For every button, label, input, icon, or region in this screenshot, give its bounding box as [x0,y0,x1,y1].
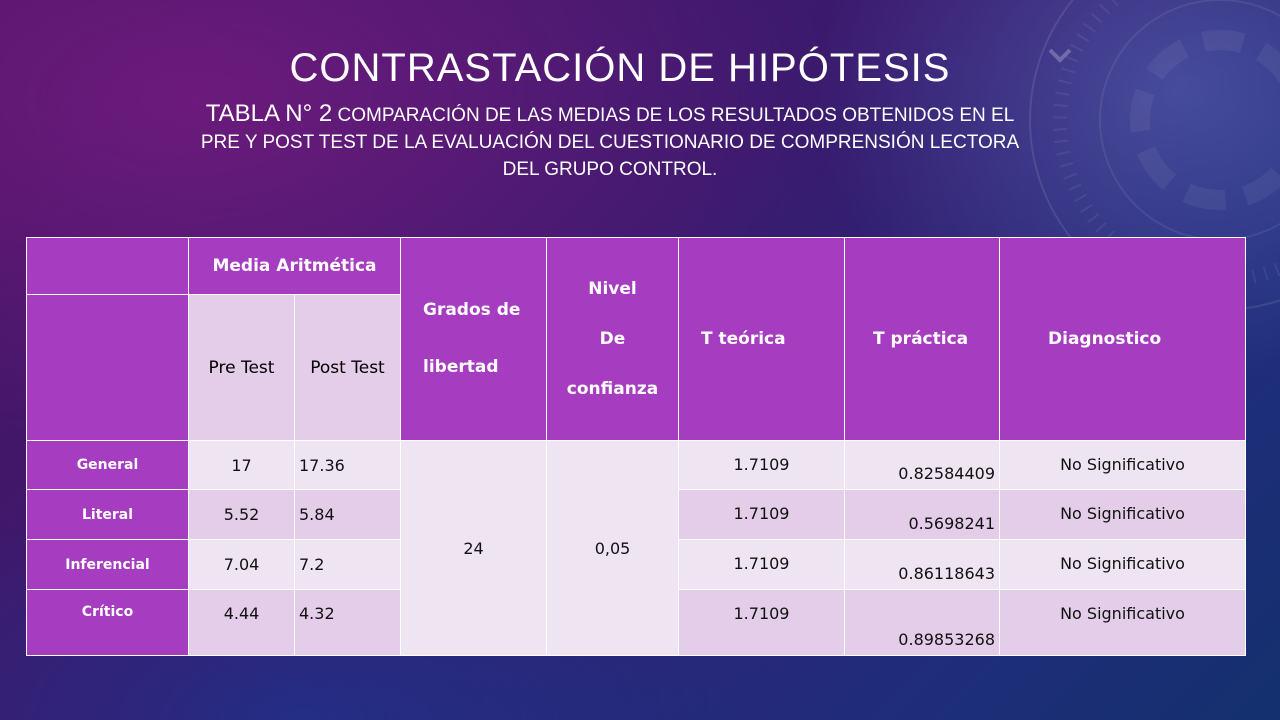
page-title: CONTRASTACIÓN DE HIPÓTESIS [289,46,951,90]
header-nivel-line2: De [599,329,626,349]
caption-line-3: DEL GRUPO CONTROL. [502,159,718,180]
cell-post: 17.36 [295,441,401,490]
cell-pre: 17 [189,441,295,490]
header-post-test: Post Test [295,295,401,441]
cell-t-practica: 0.89853268 [845,590,1000,656]
cell-pre: 4.44 [189,590,295,656]
cell-diagnostico: No Significativo [1000,441,1246,490]
caption-prefix: TABLA N° 2 [205,100,333,127]
cell-t-teorica: 1.7109 [679,540,845,590]
cell-t-practica: 0.86118643 [845,540,1000,590]
caption-line-1: COMPARACIÓN DE LAS MEDIAS DE LOS RESULTADOS OBTENIDOS EN EL [332,105,1015,126]
header-pre-test: Pre Test [189,295,295,441]
cell-post: 7.2 [295,540,401,590]
header-t-practica: T práctica [845,238,1000,441]
cell-diagnostico: No Significativo [1000,590,1246,656]
header-grados-line2: libertad [423,357,499,377]
header-nivel-line3: confianza [566,379,659,399]
header-nivel [547,238,679,441]
cell-t-practica: 0.82584409 [845,441,1000,490]
row-label: Inferencial [27,540,189,590]
caption-line-2: PRE Y POST TEST DE LA EVALUACIÓN DEL CUESTIONARIO DE COMPRENSIÓN LECTORA [200,132,1020,153]
cell-t-teorica: 1.7109 [679,590,845,656]
cell-diagnostico: No Significativo [1000,490,1246,540]
table-row [27,441,1246,490]
cell-nivel: 0,05 [547,441,679,656]
cell-t-practica: 0.5698241 [845,490,1000,540]
row-label: Crítico [27,590,189,656]
table-caption [70,100,1150,183]
cell-t-teorica: 1.7109 [679,441,845,490]
header-nivel-line1: Nivel [588,279,637,299]
cell-grados: 24 [401,441,547,656]
header-diagnostico: Diagnostico [1000,238,1246,441]
header-t-teorica: T teórica [679,238,845,441]
cell-post: 5.84 [295,490,401,540]
cell-diagnostico: No Significativo [1000,540,1246,590]
row-label: Literal [27,490,189,540]
header-empty-cell [27,238,189,295]
cell-pre: 7.04 [189,540,295,590]
header-grados-line1: Grados de [423,300,521,320]
cell-pre: 5.52 [189,490,295,540]
results-table [26,237,1246,656]
row-label: General [27,441,189,490]
header-media: Media Aritmética [189,238,401,295]
header-grados [401,238,547,441]
cell-t-teorica: 1.7109 [679,490,845,540]
cell-post: 4.32 [295,590,401,656]
header-empty-cell-2 [27,295,189,441]
